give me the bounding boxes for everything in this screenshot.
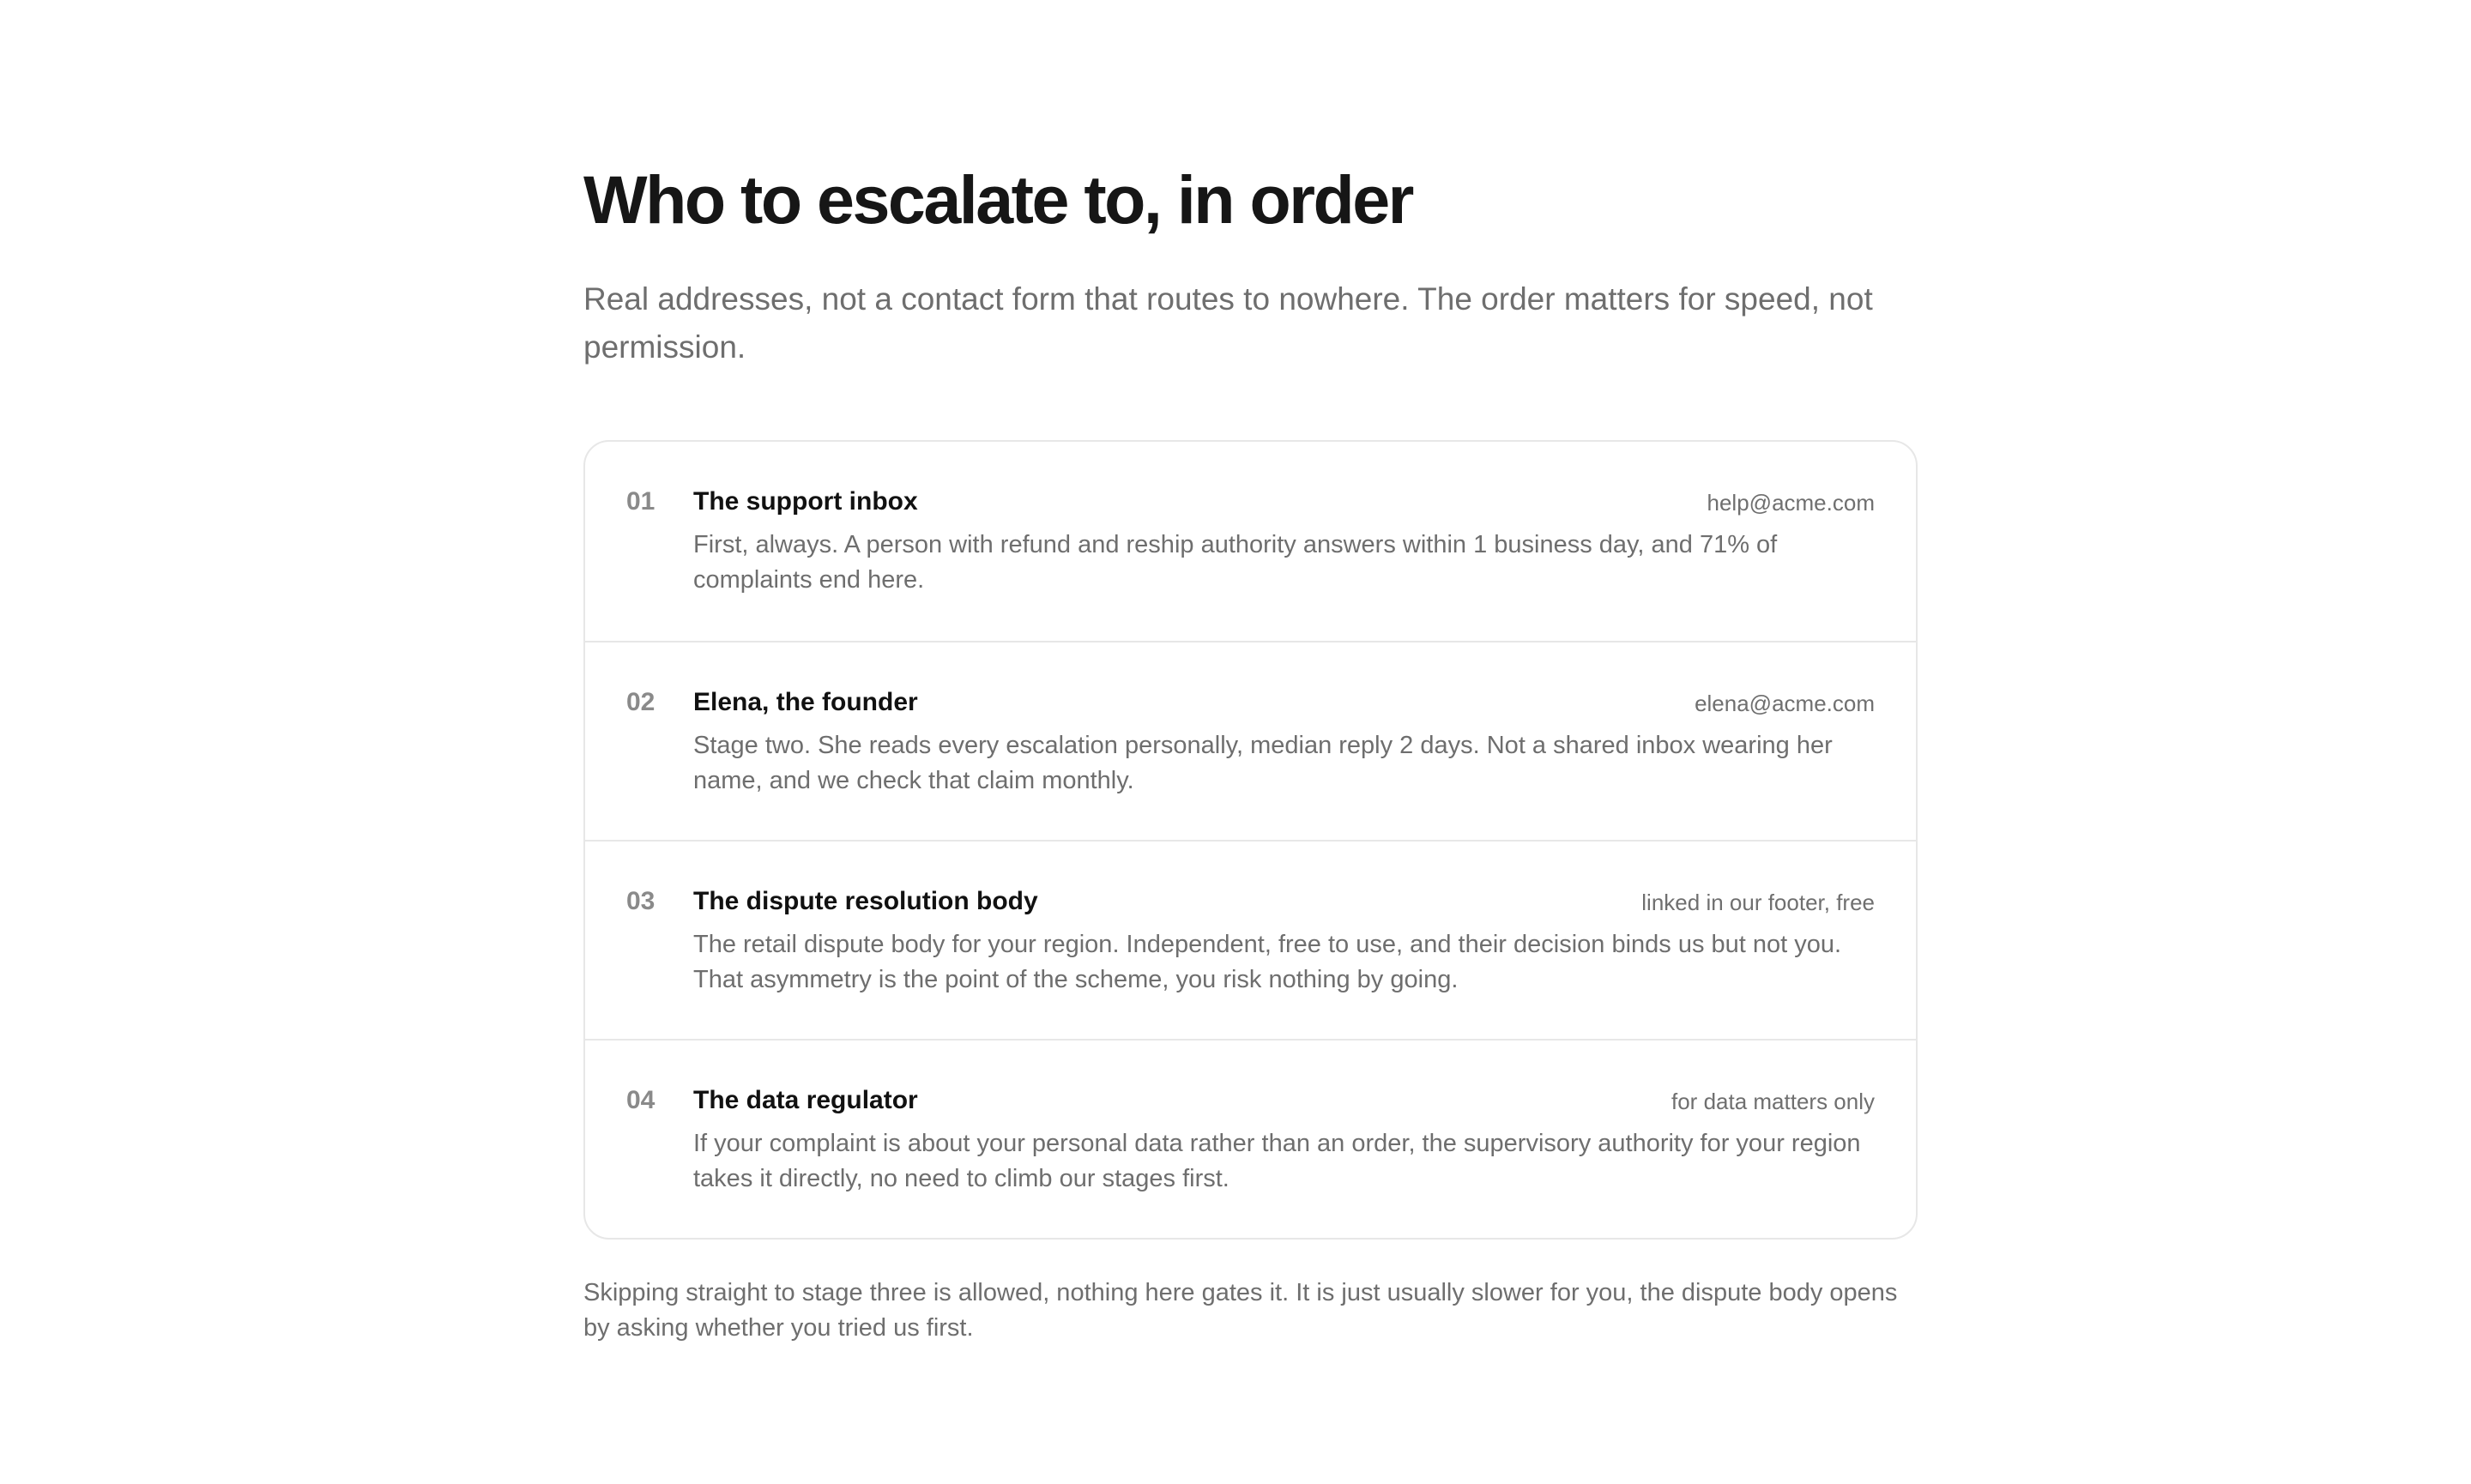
page-subtitle: Real addresses, not a contact form that routes to nowhere. The order matters for speed, not permission.	[583, 281, 1873, 365]
escalation-stage-3	[585, 840, 1916, 1039]
stage-contact: elena@acme.com	[1695, 691, 1875, 716]
escalation-stage-4	[585, 1039, 1916, 1238]
stage-number: 03	[626, 887, 656, 915]
page-title: Who to escalate to, in order	[583, 161, 1412, 238]
stage-title: The data regulator	[693, 1086, 918, 1114]
stage-description: First, always. A person with refund and reship authority answers within 1 business day, and 71% of complaints end here.	[693, 531, 1778, 594]
stage-description: If your complaint is about your personal data rather than an order, the supervisory authority for your region takes it directly, no need to climb our stages first.	[693, 1130, 1861, 1192]
stage-contact: linked in our footer, free	[1641, 890, 1875, 915]
stage-title: Elena, the founder	[693, 688, 918, 716]
stage-number: 02	[626, 688, 656, 716]
escalation-section	[583, 154, 1918, 1346]
stage-description: Stage two. She reads every escalation personally, median reply 2 days. Not a shared inbox wearing her name, and we check that claim monthly.	[693, 732, 1833, 794]
escalation-stage-2	[585, 641, 1916, 840]
footnote: Skipping straight to stage three is allowed, nothing here gates it. It is just usually slower for you, the dispute body opens by asking whether you tried us first.	[583, 1279, 1898, 1342]
escalation-list	[583, 440, 1918, 1240]
escalation-stage-1	[585, 442, 1916, 641]
stage-title: The support inbox	[693, 487, 918, 516]
stage-number: 04	[626, 1086, 656, 1114]
stage-contact: for data matters only	[1671, 1089, 1875, 1114]
stage-title: The dispute resolution body	[693, 887, 1038, 915]
stage-description: The retail dispute body for your region. Independent, free to use, and their decision binds us but not you. That asymmetry is the point of the scheme, you risk nothing by going.	[693, 931, 1842, 993]
stage-contact: help@acme.com	[1707, 490, 1875, 516]
stage-number: 01	[626, 487, 656, 516]
